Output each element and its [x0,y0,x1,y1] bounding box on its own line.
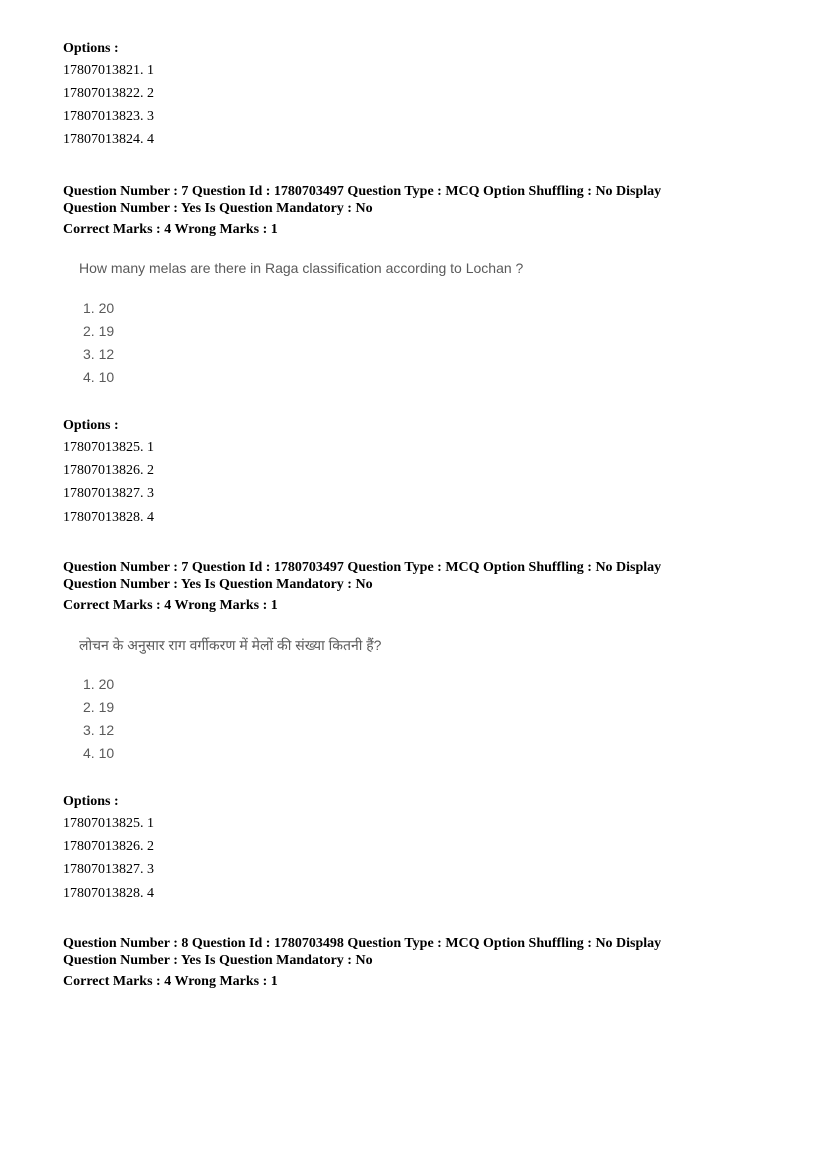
option-line: 17807013826. 2 [63,839,154,854]
options-heading: Options : [63,418,119,433]
option-line: 17807013827. 3 [63,486,154,501]
question-marks: Correct Marks : 4 Wrong Marks : 1 [63,222,278,237]
question-choice: 3. 12 [83,346,115,362]
question-choice: 2. 19 [83,323,115,339]
question-image [63,636,583,766]
question-meta-line1: Question Number : 7 Question Id : 1780703497 Question Type : MCQ Option Shuffling : No Display [63,184,662,199]
question-text: How many melas are there in Raga classification according to Lochan ? [79,260,524,276]
option-line: 17807013822. 2 [63,86,154,101]
question-text: लोचन के अनुसार राग वर्गीकरण में मेलों की संख्या कितनी हैं? [79,637,382,653]
option-line: 17807013824. 4 [63,132,154,147]
question-meta-line1: Question Number : 8 Question Id : 1780703498 Question Type : MCQ Option Shuffling : No Display [63,936,662,951]
option-line: 17807013828. 4 [63,510,154,525]
option-line: 17807013825. 1 [63,440,154,455]
question-meta-line1: Question Number : 7 Question Id : 1780703497 Question Type : MCQ Option Shuffling : No Display [63,560,662,575]
option-line: 17807013823. 3 [63,109,154,124]
question-marks: Correct Marks : 4 Wrong Marks : 1 [63,598,278,613]
option-line: 17807013825. 1 [63,816,154,831]
question-choice: 4. 10 [83,745,115,761]
question-choice: 1. 20 [83,300,115,316]
question-marks: Correct Marks : 4 Wrong Marks : 1 [63,974,278,989]
question-choice: 4. 10 [83,369,115,385]
question-choice: 2. 19 [83,699,115,715]
options-heading: Options : [63,794,119,809]
option-line: 17807013826. 2 [63,463,154,478]
question-image [63,260,583,390]
question-meta-line2: Question Number : Yes Is Question Mandatory : No [63,201,373,216]
option-line: 17807013828. 4 [63,886,154,901]
options-heading: Options : [63,41,119,56]
option-line: 17807013821. 1 [63,63,154,78]
option-line: 17807013827. 3 [63,862,154,877]
question-choice: 3. 12 [83,722,115,738]
question-meta-line2: Question Number : Yes Is Question Mandatory : No [63,577,373,592]
question-meta-line2: Question Number : Yes Is Question Mandatory : No [63,953,373,968]
question-choice: 1. 20 [83,676,115,692]
